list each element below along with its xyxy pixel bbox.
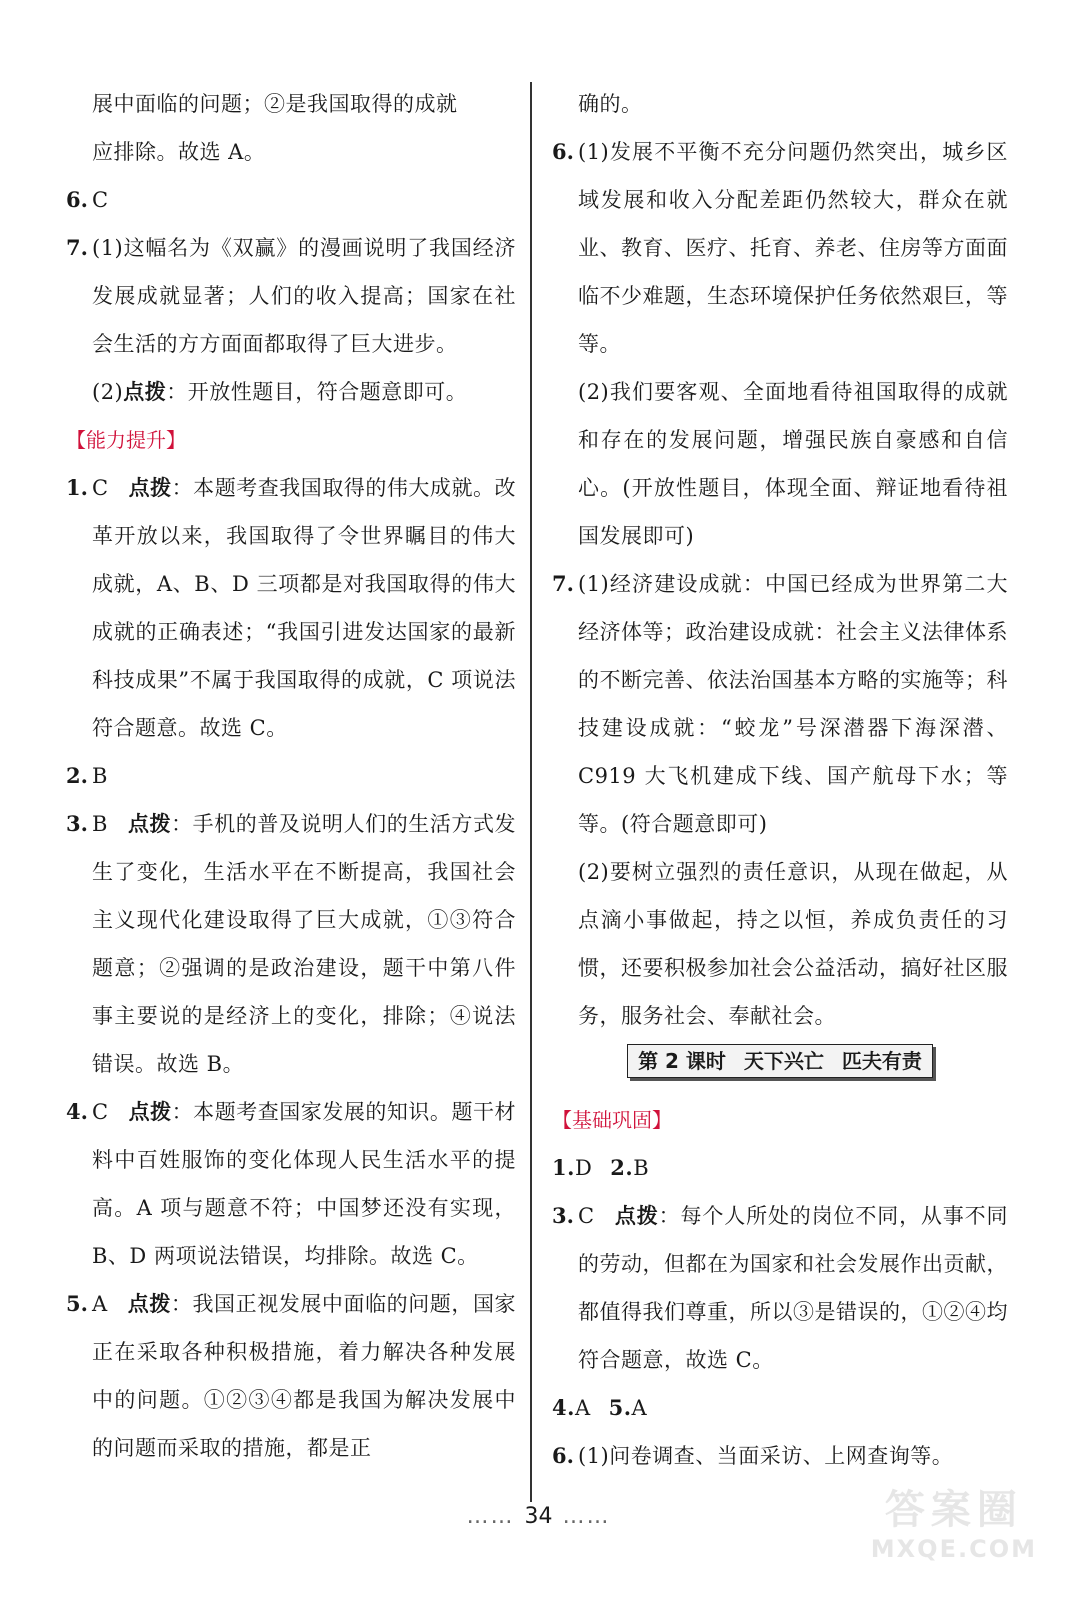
lesson-name-part: 天下兴亡 (743, 1049, 824, 1073)
answer-letter: D (574, 1156, 593, 1180)
page-number: 34 (524, 1504, 553, 1529)
hint-text: ：开放性题目，符合题意即可。 (166, 380, 468, 404)
answer-letter: A (92, 1292, 108, 1316)
answer-letter: B (92, 764, 108, 788)
item-number: 2. (610, 1155, 634, 1180)
answer-paragraph: (2)我们要客观、全面地看待祖国取得的成就和存在的发展问题，增强民族自豪感和自信心。(开放性题目，体现全面、辩证地看待祖国发展即可) (578, 380, 1008, 548)
watermark-logo (871, 1478, 1037, 1563)
column-divider (530, 82, 532, 1502)
continued-line: 确的。 (578, 92, 643, 116)
answer-paragraph: (1)问卷调查、当面采访、上网查询等。 (578, 1444, 954, 1468)
lesson-number: 第 2 课时 (638, 1049, 726, 1073)
hint-text: ：每个人所处的岗位不同，从事不同的劳动，但都在为国家和社会发展作出贡献，都值得我们尊重，所以③是错误的，①②④均符合题意，故选 C。 (578, 1204, 1009, 1372)
hint-text: ：手机的普及说明人们的生活方式发生了变化，生活水平在不断提高，我国社会主义现代化建设取得了巨大成就，①③符合题意；②强调的是政治建设，题干中第八件事主要说的是经济上的变化，排除；④说法错误。故选 B。 (92, 812, 517, 1076)
hint-label: 点拨 (614, 1204, 659, 1228)
hint-label: 点拨 (127, 1292, 171, 1316)
hint-label: 点拨 (128, 1100, 172, 1124)
answer-letter: A (574, 1396, 591, 1420)
answer-item-7 (552, 560, 1008, 1040)
answer-letter: B (633, 1156, 650, 1180)
answer-item-6b (552, 1432, 1008, 1480)
answer-paragraph (92, 368, 516, 416)
answer-line-1-2 (552, 1144, 1008, 1192)
item-number: 5. (66, 1291, 88, 1316)
answer-paragraph: (1)发展不平衡不充分问题仍然突出，城乡区域发展和收入分配差距仍然较大，群众在就业、教育、医疗、托育、养老、住房等方面面临不少难题，生态环境保护任务依然艰巨，等等。 (578, 140, 1008, 356)
sub-number: (2) (92, 380, 124, 404)
footer-dots: …… (562, 1504, 611, 1529)
answer-item-5 (66, 1280, 516, 1472)
item-number: 4. (66, 1099, 88, 1124)
item-number: 1. (66, 475, 88, 500)
answer-item-7 (66, 224, 516, 416)
continued-line: 展中面临的问题；②是我国取得的成就 (92, 92, 458, 116)
hint-label: 点拨 (123, 380, 167, 404)
answer-paragraph: (2)要树立强烈的责任意识，从现在做起，从点滴小事做起，持之以恒，养成负责任的习惯，还要积极参加社会公益活动，搞好社区服务，服务社会、奉献社会。 (578, 860, 1008, 1028)
watermark-text: 答案圈 (884, 1487, 1023, 1533)
answer-letter: C (578, 1204, 595, 1228)
answer-letter: A (631, 1396, 648, 1420)
item-number: 2. (66, 763, 88, 788)
continued-line: 应排除。故选 A。 (92, 140, 266, 164)
answer-item-3 (552, 1192, 1008, 1384)
hint-label: 点拨 (127, 812, 172, 836)
hint-text: ：本题考查我国取得的伟大成就。改革开放以来，我国取得了令世界瞩目的伟大成就，A、B、D 三项都是对我国取得的伟大成就的正确表述；“我国引进发达国家的最新科技成果”不属于我国取得的成就，C 项说法符合题意。故选 C。 (92, 476, 517, 740)
answer-item-3 (66, 800, 516, 1088)
item-number: 1. (552, 1155, 575, 1180)
answer-item-6 (66, 176, 516, 224)
item-number: 6. (66, 187, 88, 212)
answer-line-4-5 (552, 1384, 1008, 1432)
section-heading-ability: 【能力提升】 (66, 428, 186, 452)
answer-letter: C (92, 1100, 109, 1124)
answer-letter: B (92, 812, 108, 836)
item-number: 7. (552, 571, 574, 596)
hint-text: ：本题考查国家发展的知识。题干材料中百姓服饰的变化体现人民生活水平的提高。A 项与题意不符；中国梦还没有实现，B、D 两项说法错误，均排除。故选 C。 (92, 1100, 517, 1268)
answer-letter: C (92, 188, 109, 212)
answer-item-4 (66, 1088, 516, 1280)
watermark-url: MXQE.COM (870, 1535, 1037, 1563)
item-number: 3. (66, 811, 88, 836)
lesson-title-wrap (552, 1044, 1008, 1092)
lesson-title (627, 1044, 933, 1078)
item-number: 6. (552, 139, 574, 164)
answer-letter: C (92, 476, 109, 500)
lesson-name-part: 匹夫有责 (841, 1049, 922, 1073)
hint-text: ：我国正视发展中面临的问题，国家正在采取各种积极措施，着力解决各种发展中的问题。①②③④都是我国为解决发展中的问题而采取的措施，都是正 (92, 1292, 517, 1460)
right-column (552, 80, 1008, 1480)
footer-dots: …… (466, 1504, 515, 1529)
hint-label: 点拨 (128, 476, 172, 500)
section-heading-basic: 【基础巩固】 (552, 1108, 672, 1132)
answer-item-1 (66, 464, 516, 752)
item-number: 4. (552, 1395, 575, 1420)
answer-item-6 (552, 128, 1008, 560)
item-number: 5. (608, 1395, 632, 1420)
left-column (66, 80, 516, 1472)
item-number: 3. (552, 1203, 574, 1228)
answer-paragraph: (1)这幅名为《双赢》的漫画说明了我国经济发展成就显著；人们的收入提高；国家在社会生活的方方面面都取得了巨大进步。 (92, 236, 516, 356)
item-number: 6. (552, 1443, 574, 1468)
item-number: 7. (66, 235, 88, 260)
answer-item-2 (66, 752, 516, 800)
answer-paragraph: (1)经济建设成就：中国已经成为世界第二大经济体等；政治建设成就：社会主义法律体系的不断完善、依法治国基本方略的实施等；科技建设成就：“蛟龙”号深潜器下海深潜、C919 大飞机建成下线、国产航母下水；等等。(符合题意即可) (578, 572, 1008, 836)
